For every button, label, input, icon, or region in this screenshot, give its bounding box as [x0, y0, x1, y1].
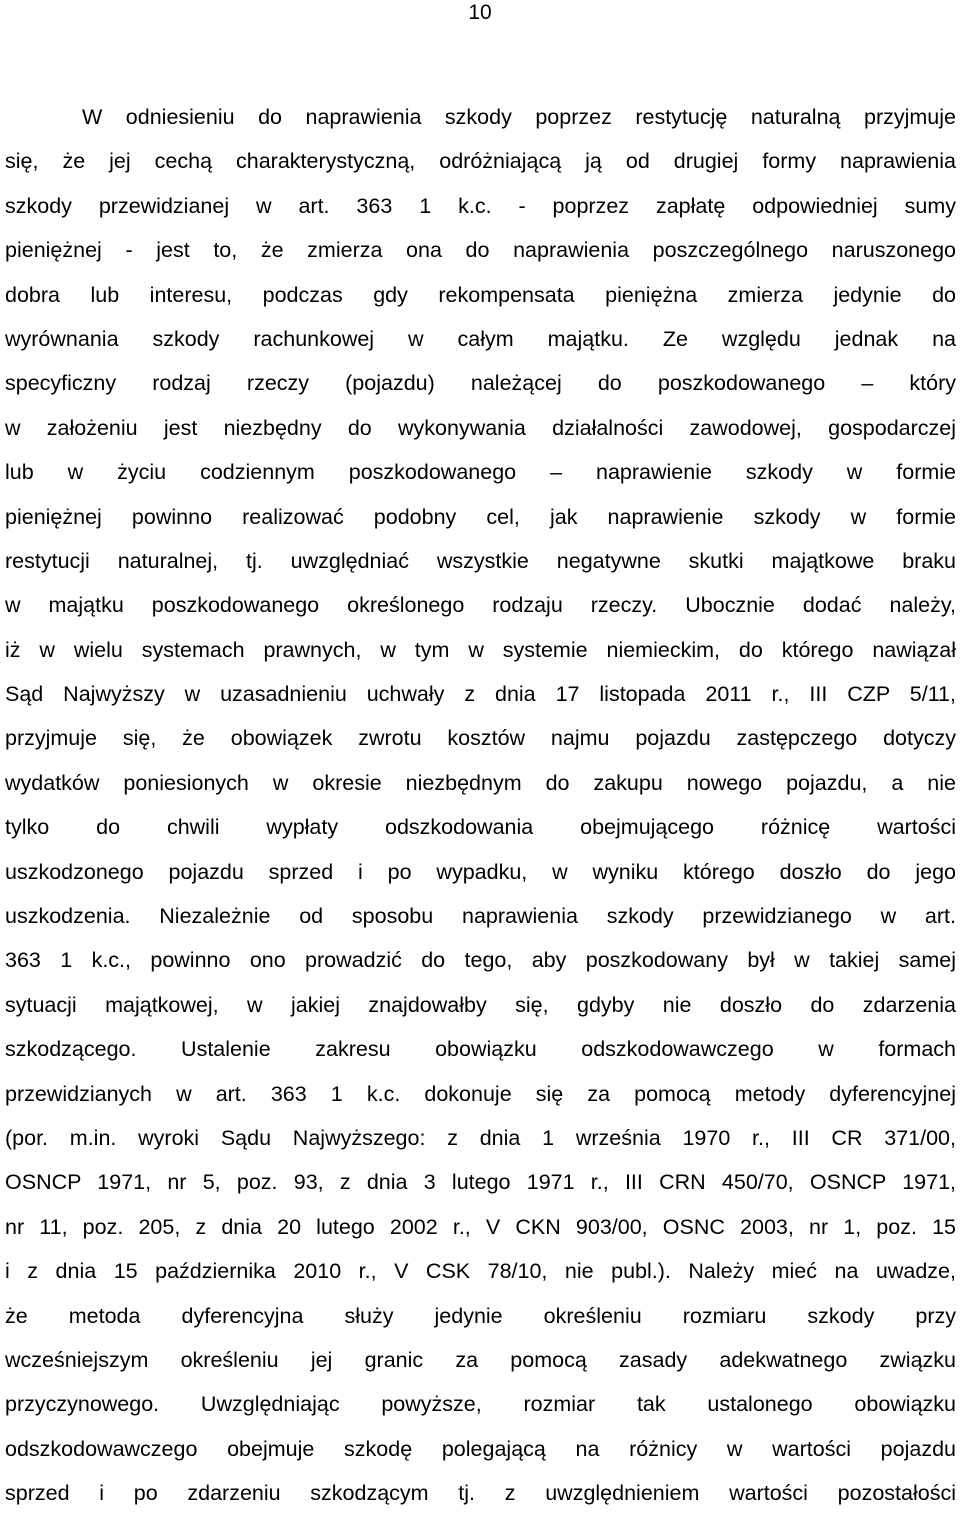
- text-line: restytucji naturalnej, tj. uwzględniać wszystkie negatywne skutki majątkowe braku: [5, 548, 956, 573]
- text-line: sytuacji majątkowej, w jakiej znajdowałby się, gdyby nie doszło do zdarzenia: [5, 992, 956, 1017]
- text-line: dobra lub interesu, podczas gdy rekompensata pieniężna zmierza jedynie do: [5, 282, 956, 307]
- text-line: wcześniejszym określeniu jej granic za pomocą zasady adekwatnego związku: [5, 1347, 956, 1372]
- text-line: wydatków poniesionych w okresie niezbędnym do zakupu nowego pojazdu, a nie: [5, 770, 956, 795]
- text-line: lub w życiu codziennym poszkodowanego – naprawienie szkody w formie: [5, 460, 956, 485]
- text-line: przyjmuje się, że obowiązek zwrotu kosztów najmu pojazdu zastępczego dotyczy: [5, 726, 956, 751]
- text-line: iż w wielu systemach prawnych, w tym w systemie niemieckim, do którego nawiązał: [5, 637, 956, 662]
- text-line: się, że jej cechą charakterystyczną, odróżniającą ją od drugiej formy naprawienia: [5, 149, 956, 174]
- text-line: w założeniu jest niezbędny do wykonywania działalności zawodowej, gospodarczej: [5, 415, 956, 440]
- text-line: wyrównania szkody rachunkowej w całym majątku. Ze względu jednak na: [5, 326, 956, 351]
- text-line: że metoda dyferencyjna służy jedynie określeniu rozmiaru szkody przy: [5, 1303, 956, 1328]
- text-line: specyficzny rodzaj rzeczy (pojazdu) należącej do poszkodowanego – który: [5, 371, 956, 396]
- text-line: przewidzianych w art. 363 1 k.c. dokonuje się za pomocą metody dyferencyjnej: [5, 1081, 956, 1106]
- text-line: pieniężnej - jest to, że zmierza ona do naprawienia poszczególnego naruszonego: [5, 238, 956, 263]
- text-line: W odniesieniu do naprawienia szkody poprzez restytucję naturalną przyjmuje: [82, 105, 956, 129]
- text-line: pieniężnej powinno realizować podobny cel, jak naprawienie szkody w formie: [5, 504, 956, 529]
- text-line: sprzed i po zdarzeniu szkodzącym tj. z uwzględnieniem wartości pozostałości: [5, 1481, 956, 1506]
- text-line: szkodzącego. Ustalenie zakresu obowiązku odszkodowawczego w formach: [5, 1037, 956, 1062]
- text-line: odszkodowawczego obejmuje szkodę polegającą na różnicy w wartości pojazdu: [5, 1436, 956, 1461]
- body-text: [5, 95, 956, 1516]
- text-line: uszkodzonego pojazdu sprzed i po wypadku, w wyniku którego doszło do jego: [5, 859, 956, 884]
- text-line: (por. m.in. wyroki Sądu Najwyższego: z dnia 1 września 1970 r., III CR 371/00,: [5, 1125, 956, 1150]
- text-line: tylko do chwili wypłaty odszkodowania obejmującego różnicę wartości: [5, 815, 956, 840]
- text-line: Sąd Najwyższy w uzasadnieniu uchwały z dnia 17 listopada 2011 r., III CZP 5/11,: [5, 682, 956, 707]
- text-line: szkody przewidzianej w art. 363 1 k.c. - poprzez zapłatę odpowiedniej sumy: [5, 193, 956, 218]
- text-line: nr 11, poz. 205, z dnia 20 lutego 2002 r., V CKN 903/00, OSNC 2003, nr 1, poz. 15: [5, 1214, 956, 1239]
- text-line: w majątku poszkodowanego określonego rodzaju rzeczy. Ubocznie dodać należy,: [5, 593, 956, 618]
- text-line: i z dnia 15 października 2010 r., V CSK 78/10, nie publ.). Należy mieć na uwadze,: [5, 1259, 956, 1284]
- text-line: OSNCP 1971, nr 5, poz. 93, z dnia 3 lutego 1971 r., III CRN 450/70, OSNCP 1971,: [5, 1170, 956, 1195]
- text-line: uszkodzenia. Niezależnie od sposobu naprawienia szkody przewidzianego w art.: [5, 904, 956, 929]
- text-line: przyczynowego. Uwzględniając powyższe, rozmiar tak ustalonego obowiązku: [5, 1392, 956, 1417]
- page-number: 10: [468, 1, 492, 24]
- text-line: 363 1 k.c., powinno ono prowadzić do tego, aby poszkodowany był w takiej samej: [5, 948, 956, 973]
